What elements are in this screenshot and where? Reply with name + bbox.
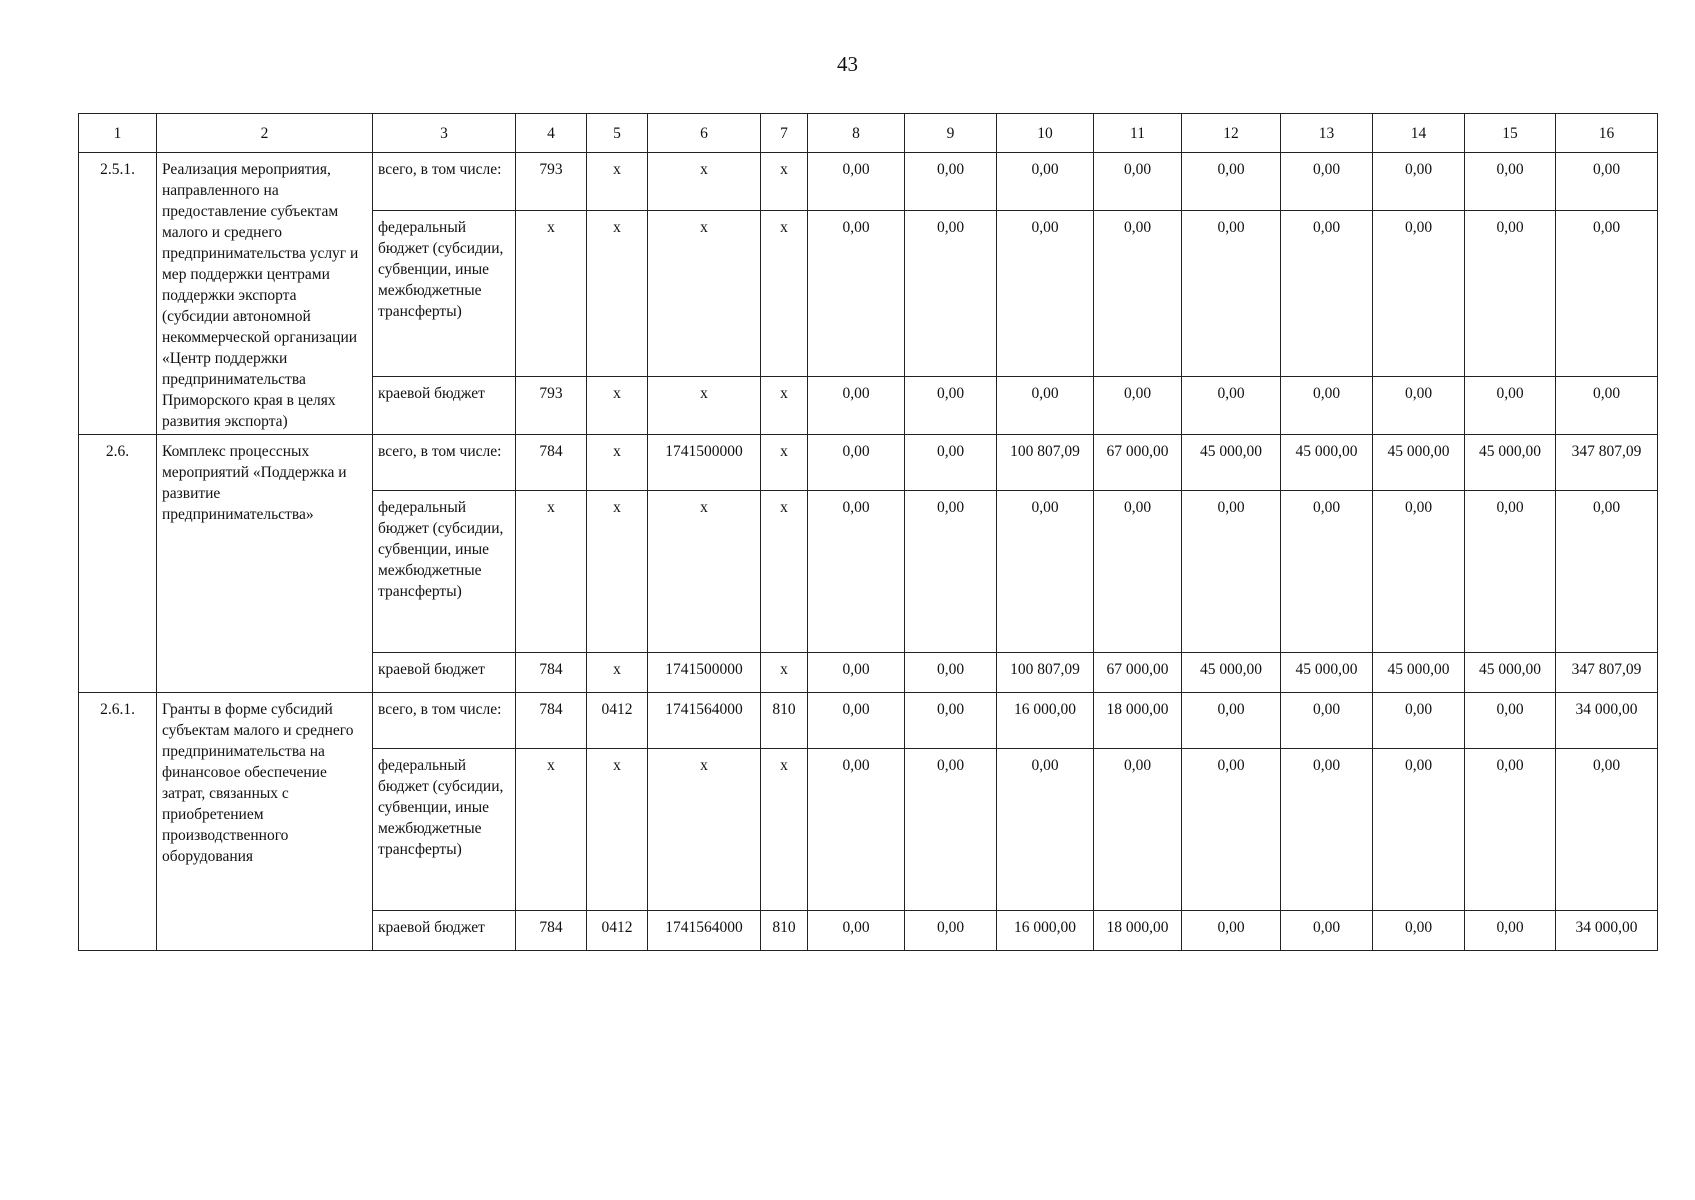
- item-description: Комплекс процессных мероприятий «Поддержка и развитие предпринимательства»: [157, 435, 373, 693]
- value-cell: 0,00: [1373, 377, 1465, 435]
- value-cell: 100 807,09: [997, 435, 1094, 491]
- value-cell: x: [516, 491, 587, 653]
- value-cell: x: [761, 749, 808, 911]
- value-cell: 0,00: [808, 377, 905, 435]
- value-cell: 0,00: [905, 749, 997, 911]
- value-cell: 0,00: [1556, 491, 1658, 653]
- column-header: 13: [1281, 114, 1373, 153]
- column-header: 12: [1182, 114, 1281, 153]
- value-cell: x: [587, 435, 648, 491]
- value-cell: 67 000,00: [1094, 653, 1182, 693]
- value-cell: 0,00: [1556, 377, 1658, 435]
- value-cell: x: [761, 153, 808, 211]
- value-cell: 0,00: [1094, 491, 1182, 653]
- value-cell: 18 000,00: [1094, 693, 1182, 749]
- value-cell: 0,00: [905, 491, 997, 653]
- value-cell: 45 000,00: [1281, 653, 1373, 693]
- value-cell: 0,00: [1556, 749, 1658, 911]
- value-cell: 1741564000: [648, 693, 761, 749]
- funding-source: всего, в том числе:: [373, 435, 516, 491]
- value-cell: x: [761, 210, 808, 377]
- value-cell: 0,00: [997, 491, 1094, 653]
- value-cell: 0,00: [1094, 377, 1182, 435]
- value-cell: 0,00: [1465, 491, 1556, 653]
- value-cell: 810: [761, 693, 808, 749]
- value-cell: 0,00: [1182, 911, 1281, 951]
- value-cell: 0,00: [997, 210, 1094, 377]
- funding-source: краевой бюджет: [373, 911, 516, 951]
- value-cell: x: [648, 491, 761, 653]
- value-cell: 784: [516, 435, 587, 491]
- value-cell: 0,00: [808, 749, 905, 911]
- column-header: 6: [648, 114, 761, 153]
- value-cell: 16 000,00: [997, 693, 1094, 749]
- funding-source: краевой бюджет: [373, 653, 516, 693]
- item-number: 2.6.: [79, 435, 157, 693]
- value-cell: 45 000,00: [1373, 435, 1465, 491]
- value-cell: 784: [516, 653, 587, 693]
- value-cell: x: [648, 749, 761, 911]
- value-cell: 0,00: [1182, 377, 1281, 435]
- value-cell: 0,00: [1373, 749, 1465, 911]
- column-header: 3: [373, 114, 516, 153]
- value-cell: 0,00: [1465, 210, 1556, 377]
- value-cell: 0,00: [1182, 210, 1281, 377]
- value-cell: 0,00: [1373, 210, 1465, 377]
- value-cell: 18 000,00: [1094, 911, 1182, 951]
- column-header: 14: [1373, 114, 1465, 153]
- value-cell: 784: [516, 693, 587, 749]
- table-body: [79, 153, 1658, 951]
- value-cell: 0,00: [1556, 210, 1658, 377]
- funding-source: федеральный бюджет (субсидии, субвенции, иные межбюджетные трансферты): [373, 491, 516, 653]
- value-cell: 1741500000: [648, 653, 761, 693]
- value-cell: 0,00: [1094, 153, 1182, 211]
- value-cell: 34 000,00: [1556, 911, 1658, 951]
- column-header: 11: [1094, 114, 1182, 153]
- value-cell: x: [761, 377, 808, 435]
- value-cell: 0,00: [1281, 749, 1373, 911]
- value-cell: 793: [516, 377, 587, 435]
- value-cell: x: [761, 435, 808, 491]
- header-row: [79, 114, 1658, 153]
- value-cell: 0,00: [997, 153, 1094, 211]
- item-number: 2.6.1.: [79, 693, 157, 951]
- column-header: 7: [761, 114, 808, 153]
- value-cell: 0,00: [808, 911, 905, 951]
- table-row: [79, 153, 1658, 211]
- value-cell: x: [761, 653, 808, 693]
- value-cell: 0,00: [1094, 749, 1182, 911]
- value-cell: 0,00: [1281, 210, 1373, 377]
- value-cell: x: [587, 653, 648, 693]
- value-cell: 0,00: [905, 911, 997, 951]
- value-cell: 0,00: [1281, 911, 1373, 951]
- value-cell: 0412: [587, 693, 648, 749]
- item-number: 2.5.1.: [79, 153, 157, 435]
- funding-source: всего, в том числе:: [373, 153, 516, 211]
- value-cell: 0,00: [1465, 693, 1556, 749]
- value-cell: 34 000,00: [1556, 693, 1658, 749]
- value-cell: 0,00: [1281, 693, 1373, 749]
- column-header: 10: [997, 114, 1094, 153]
- value-cell: x: [648, 377, 761, 435]
- funding-source: всего, в том числе:: [373, 693, 516, 749]
- value-cell: 0,00: [1182, 749, 1281, 911]
- budget-table: [78, 113, 1658, 951]
- value-cell: 67 000,00: [1094, 435, 1182, 491]
- value-cell: 100 807,09: [997, 653, 1094, 693]
- value-cell: 0,00: [808, 491, 905, 653]
- funding-source: федеральный бюджет (субсидии, субвенции, иные межбюджетные трансферты): [373, 749, 516, 911]
- value-cell: 0,00: [808, 653, 905, 693]
- column-header: 15: [1465, 114, 1556, 153]
- value-cell: 0,00: [1465, 153, 1556, 211]
- value-cell: 45 000,00: [1182, 435, 1281, 491]
- value-cell: x: [587, 491, 648, 653]
- value-cell: x: [587, 749, 648, 911]
- value-cell: x: [587, 153, 648, 211]
- value-cell: x: [516, 210, 587, 377]
- column-header: 8: [808, 114, 905, 153]
- value-cell: 810: [761, 911, 808, 951]
- value-cell: x: [587, 377, 648, 435]
- value-cell: 1741564000: [648, 911, 761, 951]
- value-cell: 0,00: [905, 153, 997, 211]
- value-cell: 0,00: [1465, 377, 1556, 435]
- value-cell: 0,00: [1373, 491, 1465, 653]
- value-cell: 0,00: [1373, 911, 1465, 951]
- item-description: Реализация мероприятия, направленного на предоставление субъектам малого и среднего предпринимательства услуг и мер поддержки центрами поддержки экспорта (субсидии автономной некоммерческой организации «Центр поддержки предпринимательства Приморского края в целях развития экспорта): [157, 153, 373, 435]
- value-cell: 0,00: [1465, 749, 1556, 911]
- column-header: 5: [587, 114, 648, 153]
- value-cell: 45 000,00: [1465, 435, 1556, 491]
- table-row: [79, 435, 1658, 491]
- column-header: 2: [157, 114, 373, 153]
- column-header: 9: [905, 114, 997, 153]
- value-cell: 347 807,09: [1556, 653, 1658, 693]
- value-cell: 0,00: [1373, 693, 1465, 749]
- value-cell: 0,00: [1373, 153, 1465, 211]
- value-cell: 0,00: [1182, 153, 1281, 211]
- page-number: 43: [837, 52, 858, 76]
- value-cell: 0,00: [1281, 491, 1373, 653]
- column-header: 1: [79, 114, 157, 153]
- value-cell: 0412: [587, 911, 648, 951]
- value-cell: 0,00: [905, 653, 997, 693]
- value-cell: 793: [516, 153, 587, 211]
- value-cell: 0,00: [1182, 693, 1281, 749]
- value-cell: 0,00: [1281, 153, 1373, 211]
- value-cell: 0,00: [1556, 153, 1658, 211]
- value-cell: x: [761, 491, 808, 653]
- value-cell: 45 000,00: [1182, 653, 1281, 693]
- value-cell: 0,00: [905, 693, 997, 749]
- value-cell: 0,00: [1182, 491, 1281, 653]
- value-cell: 0,00: [905, 377, 997, 435]
- value-cell: x: [648, 153, 761, 211]
- value-cell: 45 000,00: [1373, 653, 1465, 693]
- value-cell: 45 000,00: [1281, 435, 1373, 491]
- value-cell: 0,00: [808, 693, 905, 749]
- value-cell: 0,00: [997, 377, 1094, 435]
- value-cell: 1741500000: [648, 435, 761, 491]
- value-cell: 0,00: [808, 153, 905, 211]
- column-header: 16: [1556, 114, 1658, 153]
- value-cell: x: [587, 210, 648, 377]
- value-cell: 0,00: [997, 749, 1094, 911]
- value-cell: 16 000,00: [997, 911, 1094, 951]
- value-cell: 0,00: [905, 435, 997, 491]
- value-cell: 0,00: [1281, 377, 1373, 435]
- value-cell: x: [516, 749, 587, 911]
- item-description: Гранты в форме субсидий субъектам малого и среднего предпринимательства на финансовое обеспечение затрат, связанных с приобретением производственного оборудования: [157, 693, 373, 951]
- value-cell: 347 807,09: [1556, 435, 1658, 491]
- funding-source: федеральный бюджет (субсидии, субвенции, иные межбюджетные трансферты): [373, 210, 516, 377]
- value-cell: 0,00: [1465, 911, 1556, 951]
- value-cell: 784: [516, 911, 587, 951]
- value-cell: 0,00: [1094, 210, 1182, 377]
- value-cell: 45 000,00: [1465, 653, 1556, 693]
- value-cell: x: [648, 210, 761, 377]
- value-cell: 0,00: [808, 435, 905, 491]
- table-row: [79, 693, 1658, 749]
- column-header: 4: [516, 114, 587, 153]
- funding-source: краевой бюджет: [373, 377, 516, 435]
- value-cell: 0,00: [808, 210, 905, 377]
- value-cell: 0,00: [905, 210, 997, 377]
